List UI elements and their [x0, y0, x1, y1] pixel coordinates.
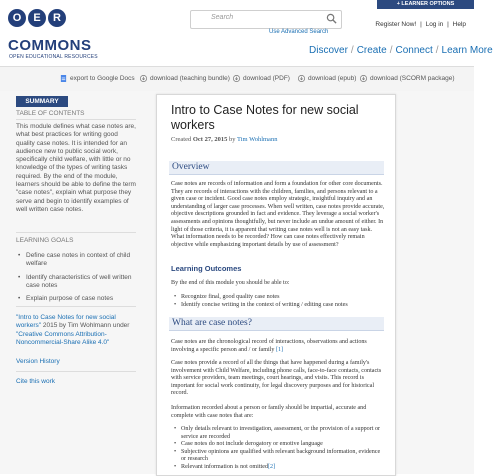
cite-this-work-link[interactable]: Cite this work: [16, 378, 56, 385]
document-meta: [171, 136, 277, 143]
created-date: Oct 27, 2015: [192, 136, 228, 143]
download-epub-button[interactable]: [298, 75, 356, 82]
download-icon: [140, 75, 147, 82]
license-link[interactable]: "Creative Commons Attribution-Noncommercial-Share Alike 4.0": [16, 330, 110, 346]
divider: [16, 232, 136, 233]
what-paragraph-3: Information recorded about a person or family should be impartial, accurate and complete with case notes that are:: [171, 405, 367, 419]
summary-description: This module defines what case notes are, what best practices for writing good quality case notes. It is intended for an audience new to public social work, specifically child welfare, with little or no knowledge of the types of writing tasks required. By the end of the module, learners should be able to define the term "case notes", explain what purpose they serve and begin to identify examples of well written case notes.: [16, 123, 136, 213]
divider: |: [447, 21, 449, 28]
what-paragraph-1: [171, 339, 385, 354]
nav-create[interactable]: Create: [356, 45, 387, 56]
sidebar: [13, 94, 139, 474]
list-item: • Define case notes in context of child welfare: [16, 252, 136, 269]
divider: [16, 306, 136, 307]
export-google-docs-button[interactable]: [60, 75, 135, 82]
created-label: Created: [171, 136, 192, 143]
advanced-search-link[interactable]: Use Advanced Search: [269, 29, 329, 35]
nav-connect[interactable]: Connect: [395, 45, 433, 56]
logo-tagline: OPEN EDUCATIONAL RESOURCES: [9, 54, 98, 60]
outcomes-intro: By the end of this module you should be able to:: [171, 280, 290, 286]
download-scorm-button[interactable]: [360, 75, 455, 82]
document-title: Intro to Case Notes for new social workers: [171, 103, 359, 132]
paragraph-text: Case notes are the chronological record of interactions, observations and actions involving a specific person and / or family: [171, 339, 367, 353]
list-item: • Recognize final, good quality case notes: [171, 294, 385, 302]
download-icon: [360, 75, 367, 82]
learner-options-button[interactable]: + LEARNER OPTIONS: [377, 0, 474, 9]
download-scorm-label: download (SCORM package): [370, 75, 455, 83]
google-docs-icon: [60, 75, 67, 82]
learning-goals-list: [16, 252, 136, 308]
search-placeholder: Search: [211, 14, 234, 21]
list-item: • Identify concise writing in the context of writing / editing case notes: [171, 302, 385, 310]
by-label: by: [228, 136, 236, 143]
outcomes-list: [171, 294, 385, 309]
list-item: • Subjective opinions are qualified with relevant background information, evidence or research: [171, 449, 385, 464]
list-item: • Case notes do not include derogatory or emotive language: [171, 441, 385, 449]
learning-goals-heading: LEARNING GOALS: [16, 237, 74, 244]
divider: [16, 371, 136, 372]
download-epub-label: download (epub): [308, 75, 357, 83]
nav-separator: /: [350, 45, 354, 56]
user-links: [373, 21, 466, 28]
logo-letter-e: E: [28, 9, 46, 27]
export-label: export to Google Docs: [70, 75, 135, 83]
download-pdf-label: download (PDF): [243, 75, 290, 83]
nav-separator: /: [389, 45, 393, 56]
section-title: What are case notes?: [172, 318, 252, 328]
download-toolbar: [0, 66, 474, 92]
section-header-what: [169, 317, 384, 331]
overview-paragraph: Case notes are records of information and form a foundation for other core documents. They are records of interactions with the children, families, and persons relevant to a given case or incident. Good case notes employ strategic, insightful inquiry and an understanding of larger case processes. When well written, case notes provide accurate, objective descriptions grounded in fact and evidence. They leverage a social worker's assessments and opinions thoughtfully, but never include an undue amount of either. In light of those criteria, it is apparent that writing case notes well is not an easy task. What information needs to be recorded? How can case notes effectively remain objective while emphasizing important details by use of assessment?: [171, 181, 385, 248]
section-title: Overview: [172, 162, 210, 172]
what-list: [171, 426, 385, 472]
divider: |: [420, 21, 422, 28]
download-icon: [298, 75, 305, 82]
search-input[interactable]: [190, 10, 342, 29]
list-item: [171, 464, 385, 472]
cite-title-link[interactable]: "Intro to Case Notes for new social workers": [16, 314, 116, 330]
list-item: • Identify characteristics of well written case notes: [16, 274, 136, 291]
download-teaching-label: download (teaching bundle): [150, 75, 230, 83]
search-icon[interactable]: [326, 13, 337, 24]
oer-logo[interactable]: [8, 9, 66, 27]
footnote-link[interactable]: [1]: [275, 346, 284, 353]
nav-separator: /: [435, 45, 439, 56]
login-link[interactable]: Log in: [425, 21, 444, 28]
main-nav: [309, 45, 493, 56]
author-link[interactable]: Tim Wohlmann: [236, 136, 278, 143]
section-header-overview: [169, 161, 384, 175]
version-history-link[interactable]: Version History: [16, 358, 60, 365]
list-item: • Only details relevant to investigation, assessment, or the provision of a support or service are recorded: [171, 426, 385, 441]
summary-tab[interactable]: SUMMARY: [16, 96, 68, 107]
download-teaching-bundle-button[interactable]: [140, 75, 230, 82]
nav-discover[interactable]: Discover: [309, 45, 348, 56]
logo-letter-r: R: [48, 9, 66, 27]
list-item-text: Relevant information is not omitted: [181, 463, 268, 470]
register-link[interactable]: Register Now!: [375, 21, 417, 28]
logo-name[interactable]: COMMONS: [8, 37, 92, 54]
download-icon: [233, 75, 240, 82]
help-link[interactable]: Help: [452, 21, 466, 28]
logo-letter-o: O: [8, 9, 26, 27]
learning-outcomes-heading: Learning Outcomes: [171, 264, 242, 273]
footnote-link[interactable]: [2]: [268, 463, 276, 470]
citation-block: [16, 314, 140, 347]
what-paragraph-2: Case notes provide a record of all the things that have happened during a family's involvement with Child Welfare, including phone calls, face-to-face contacts, contacts with service providers, team meetings, court hearings, and visits. This record is important for social work continuity, for legal discovery purposes and for historical record.: [171, 360, 382, 397]
table-of-contents-tab[interactable]: TABLE OF CONTENTS: [16, 110, 85, 117]
nav-learn-more[interactable]: Learn More: [441, 45, 493, 56]
document-panel: [156, 94, 396, 476]
list-item: • Explain purpose of case notes: [16, 295, 136, 303]
divider: [16, 119, 136, 120]
download-pdf-button[interactable]: [233, 75, 290, 82]
site-header: [0, 0, 493, 66]
cite-text: 2015 by Tim Wohlmann under: [41, 322, 130, 330]
